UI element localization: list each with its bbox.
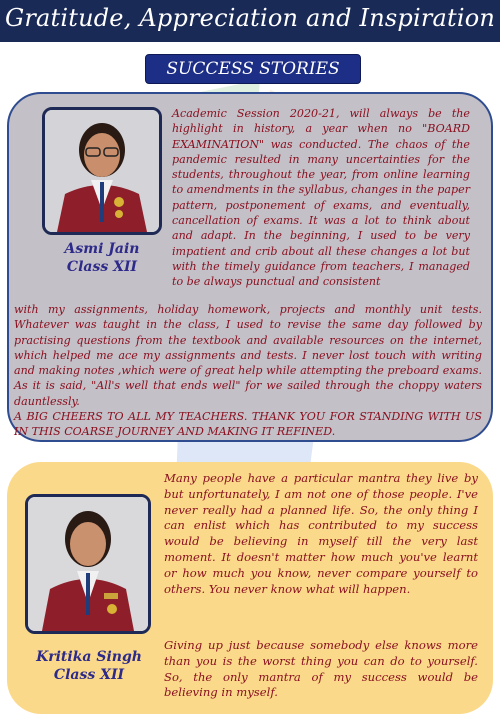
student-name: Kritika Singh [36, 649, 142, 665]
student-name-2 [30, 648, 148, 684]
section-title-pill [145, 54, 361, 84]
story-1-continued [14, 302, 482, 440]
story-2-paragraph-2: Giving up just because somebody else knows more than you is the worst thing you can do to yourself. So, the only mantra of my success would be believing in myself. [164, 638, 478, 700]
student-name-1 [50, 240, 154, 276]
student-name: Asmi Jain [64, 241, 140, 257]
student-portrait-icon [28, 497, 148, 631]
student-photo-2 [25, 494, 151, 634]
student-photo-1 [42, 107, 162, 235]
student-class: Class XII [53, 667, 125, 683]
page-title: Gratitude, Appreciation and Inspiration [4, 4, 496, 32]
student-class: Class XII [66, 259, 138, 275]
story-1-body: with my assignments, holiday homework, projects and monthly unit tests. Whatever was taught in the class, I used to revise the same day followed by practising questions from the textbook and available resources on the internet, which helped me ace my assignments and tests. I never lost touch with writing and making notes ,which were of great help while attempting the preboard exams. As it is said, "All's well that ends well" for we sailed through the choppy waters dauntlessly. [14, 303, 482, 408]
story-1-intro: Academic Session 2020-21, will always be the highlight in history, a year when no "BOARD EXAMINATION" was conducted. The chaos of the pandemic resulted in many uncertainties for the students, throughout the year, from online learning to amendments in the syllabus, changes in the paper pattern, postponement of exams, and eventually, cancellation of exams. It was a lot to think about and adapt. In the beginning, I used to be very impatient and crib about all these changes a lot but with the timely guidance from teachers, I managed to be always punctual and consistent [172, 107, 470, 289]
section-title: SUCCESS STORIES [166, 59, 340, 79]
student-portrait-icon [45, 110, 159, 232]
story-1-thanks: A BIG CHEERS TO ALL MY TEACHERS. THANK YOU FOR STANDING WITH US IN THIS COARSE JOURNEY AND MAKING IT REFINED. [14, 410, 482, 439]
story-2-paragraph-1: Many people have a particular mantra they live by but unfortunately, I am not one of those people. I've never really had a planned life. So, the only thing I can enlist which has contributed to my success would be believing in myself till the very last moment. It doesn't matter how much you've learnt or how much you know, never compare yourself to others. You never know what will happen. [164, 471, 478, 596]
